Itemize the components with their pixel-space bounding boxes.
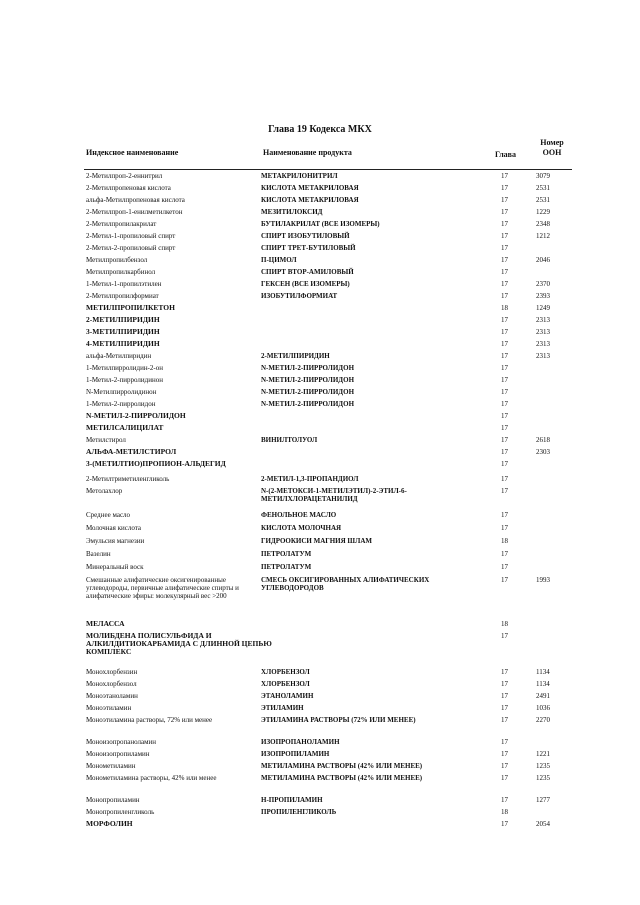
table-row — [84, 576, 574, 620]
product-name-cell: МЕЗИТИЛОКСИД — [261, 208, 323, 216]
chapter-cell: 17 — [501, 460, 508, 468]
product-name-cell: ГИДРООКИСИ МАГНИЯ ШЛАМ — [261, 537, 372, 545]
product-name-cell: ИЗОБУТИЛФОРМИАТ — [261, 292, 338, 300]
product-name-cell: СПИРТ ТРЕТ-БУТИЛОВЫЙ — [261, 244, 356, 252]
table-row — [84, 738, 574, 750]
index-name-cell: 2-Метилпроп-2-еннитрил — [86, 172, 163, 180]
chapter-cell: 17 — [501, 632, 508, 640]
product-name-cell: ФЕНОЛЬНОЕ МАСЛО — [261, 511, 337, 519]
index-name-cell: Монопропиленгликоль — [86, 808, 155, 816]
table-row — [84, 475, 574, 487]
chapter-cell: 17 — [501, 692, 508, 700]
index-name-cell: МЕТИЛПРОПИЛКЕТОН — [86, 303, 175, 312]
product-name-cell: БУТИЛАКРИЛАТ (ВСЕ ИЗОМЕРЫ) — [261, 220, 380, 228]
un-number-cell: 1134 — [536, 668, 550, 676]
index-name-cell: 1-Метил-1-пропилэтилен — [86, 280, 162, 288]
table-row — [84, 716, 574, 738]
un-number-cell: 2393 — [536, 292, 550, 300]
chapter-cell: 18 — [501, 304, 508, 312]
index-name-cell: 2-Метилтриметиленгликоль — [86, 475, 170, 483]
table-row — [84, 692, 574, 704]
chapter-cell: 17 — [501, 208, 508, 216]
chapter-cell: 17 — [501, 563, 508, 571]
table-row — [84, 256, 574, 268]
index-name-cell: Монометиламина растворы, 42% или менее — [86, 774, 217, 782]
index-name-cell: Смешанные алифатические оксигенированные углеводороды, первичные алифатические спирты и алифатические эфиры: молекулярный вес >200 — [86, 576, 239, 600]
index-name-cell: 2-Метилпропилформиат — [86, 292, 159, 300]
product-name-cell: N-МЕТИЛ-2-ПИРРОЛИДОН — [261, 376, 355, 384]
index-name-cell: МЕТИЛСАЛИЦИЛАТ — [86, 423, 164, 432]
index-name-cell: Монометиламин — [86, 762, 136, 770]
product-name-cell: СМЕСЬ ОКСИГИРОВАННЫХ АЛИФАТИЧЕСКИХ УГЛЕВОДОРОДОВ — [261, 576, 430, 592]
index-name-cell: 1-Метил-2-пирролидон — [86, 400, 156, 408]
index-name-cell: Моноизопропаноламин — [86, 738, 157, 746]
index-name-cell: Метилпропилкарбинол — [86, 268, 156, 276]
index-name-cell: 2-Метилпропилакрилат — [86, 220, 157, 228]
index-name-cell: Моноэтаноламин — [86, 692, 138, 700]
products-table — [84, 172, 574, 832]
chapter-cell: 18 — [501, 808, 508, 816]
index-name-cell: 1-Метил-2-пирролидинон — [86, 376, 163, 384]
index-name-cell: 1-Метилпирролидин-2-он — [86, 364, 163, 372]
product-name-cell: N-(2-МЕТОКСИ-1-МЕТИЛЭТИЛ)-2-ЭТИЛ-6-МЕТИЛХЛОРАЦЕТАНИЛИД — [261, 487, 407, 503]
product-name-cell: КИСЛОТА МЕТАКРИЛОВАЯ — [261, 196, 359, 204]
table-row — [84, 704, 574, 716]
chapter-cell: 17 — [501, 256, 508, 264]
table-row — [84, 196, 574, 208]
header-divider — [84, 169, 572, 170]
table-row — [84, 774, 574, 796]
product-name-cell: ИЗОПРОПИЛАМИН — [261, 750, 330, 758]
header-un-number: Номер ООН — [540, 138, 564, 157]
table-row — [84, 424, 574, 436]
index-name-cell: МОЛИБДЕНА ПОЛИСУЛЬФИДА И АЛКИЛДИТИОКАРБАМИДА С ДЛИННОЙ ЦЕПЬЮ КОМПЛЕКС — [86, 631, 272, 656]
table-row — [84, 352, 574, 364]
product-name-cell: КИСЛОТА МОЛОЧНАЯ — [261, 524, 342, 532]
chapter-cell: 17 — [501, 448, 508, 456]
chapter-cell: 17 — [501, 244, 508, 252]
chapter-cell: 17 — [501, 716, 508, 724]
chapter-cell: 17 — [501, 436, 508, 444]
product-name-cell: N-МЕТИЛ-2-ПИРРОЛИДОН — [261, 400, 355, 408]
table-row — [84, 632, 574, 668]
chapter-cell: 17 — [501, 524, 508, 532]
index-name-cell: Метилпропилбензол — [86, 256, 148, 264]
header-product-name: Наименование продукта — [263, 148, 352, 157]
chapter-cell: 17 — [501, 704, 508, 712]
chapter-cell: 17 — [501, 400, 508, 408]
index-name-cell: 2-Метилпроп-1-енилметилкетон — [86, 208, 183, 216]
product-name-cell: ХЛОРБЕНЗОЛ — [261, 680, 310, 688]
product-name-cell: Н-ПРОПИЛАМИН — [261, 796, 323, 804]
un-number-cell: 2313 — [536, 316, 550, 324]
table-row — [84, 208, 574, 220]
chapter-cell: 17 — [501, 196, 508, 204]
index-name-cell: альфа-Метилпиридин — [86, 352, 152, 360]
table-row — [84, 750, 574, 762]
un-number-cell: 2313 — [536, 328, 550, 336]
chapter-cell: 17 — [501, 232, 508, 240]
un-number-cell: 2370 — [536, 280, 550, 288]
product-name-cell: ИЗОПРОПАНОЛАМИН — [261, 738, 340, 746]
index-name-cell: Моноэтиламин — [86, 704, 132, 712]
chapter-cell: 17 — [501, 268, 508, 276]
chapter-cell: 17 — [501, 328, 508, 336]
chapter-cell: 17 — [501, 388, 508, 396]
product-name-cell: ЭТАНОЛАМИН — [261, 692, 314, 700]
chapter-cell: 17 — [501, 376, 508, 384]
chapter-cell: 17 — [501, 412, 508, 420]
index-name-cell: Вазелин — [86, 550, 111, 558]
index-name-cell: 2-Метил-1-пропиловый спирт — [86, 232, 176, 240]
product-name-cell: П-ЦИМОЛ — [261, 256, 297, 264]
un-number-cell: 1993 — [536, 576, 550, 584]
table-row — [84, 680, 574, 692]
un-number-cell: 2491 — [536, 692, 550, 700]
chapter-cell: 17 — [501, 220, 508, 228]
table-row — [84, 524, 574, 537]
product-name-cell: N-МЕТИЛ-2-ПИРРОЛИДОН — [261, 388, 355, 396]
chapter-cell: 17 — [501, 738, 508, 746]
header-chapter: Глава — [495, 150, 516, 159]
product-name-cell: КИСЛОТА МЕТАКРИЛОВАЯ — [261, 184, 359, 192]
table-row — [84, 376, 574, 388]
chapter-cell: 18 — [501, 537, 508, 545]
product-name-cell: ПРОПИЛЕНГЛИКОЛЬ — [261, 808, 337, 816]
index-name-cell: Метилстирол — [86, 436, 126, 444]
un-number-cell: 2313 — [536, 340, 550, 348]
table-row — [84, 808, 574, 820]
chapter-cell: 17 — [501, 292, 508, 300]
un-number-cell: 2270 — [536, 716, 550, 724]
table-row — [84, 280, 574, 292]
un-number-cell: 1134 — [536, 680, 550, 688]
table-row — [84, 172, 574, 184]
chapter-cell: 17 — [501, 774, 508, 782]
index-name-cell: 2-МЕТИЛПИРИДИН — [86, 315, 160, 324]
chapter-cell: 17 — [501, 487, 508, 495]
product-name-cell: ПЕТРОЛАТУМ — [261, 550, 312, 558]
page-title: Глава 19 Кодекса МКХ — [268, 124, 372, 135]
table-row — [84, 762, 574, 774]
chapter-cell: 17 — [501, 550, 508, 558]
table-row — [84, 184, 574, 196]
un-number-cell: 1229 — [536, 208, 550, 216]
index-name-cell: 3-(МЕТИЛТИО)ПРОПИОН-АЛЬДЕГИД — [86, 459, 226, 468]
index-name-cell: Молочная кислота — [86, 524, 142, 532]
chapter-cell: 17 — [501, 750, 508, 758]
chapter-cell: 17 — [501, 316, 508, 324]
un-number-cell: 1212 — [536, 232, 550, 240]
chapter-cell: 17 — [501, 511, 508, 519]
table-row — [84, 487, 574, 511]
product-name-cell: 2-МЕТИЛПИРИДИН — [261, 352, 330, 360]
index-name-cell: Монохлорбензин — [86, 668, 138, 676]
un-number-cell: 1221 — [536, 750, 550, 758]
chapter-cell: 17 — [501, 680, 508, 688]
table-row — [84, 244, 574, 256]
chapter-cell: 17 — [501, 340, 508, 348]
un-number-cell: 1249 — [536, 304, 550, 312]
index-name-cell: Моноэтиламина растворы, 72% или менее — [86, 716, 213, 724]
product-name-cell: ХЛОРБЕНЗОЛ — [261, 668, 310, 676]
index-name-cell: Метолахлор — [86, 487, 123, 495]
un-number-cell: 2054 — [536, 820, 550, 828]
table-row — [84, 340, 574, 352]
table-row — [84, 820, 574, 832]
un-number-cell: 2303 — [536, 448, 550, 456]
product-name-cell: СПИРТ ВТОР-АМИЛОВЫЙ — [261, 268, 354, 276]
index-name-cell: альфа-Метилпропеновая кислота — [86, 196, 185, 204]
table-row — [84, 796, 574, 808]
chapter-cell: 17 — [501, 668, 508, 676]
table-row — [84, 460, 574, 475]
index-name-cell: МЕЛАССА — [86, 619, 125, 628]
un-number-cell: 1277 — [536, 796, 550, 804]
index-name-cell: N-Метилпирролидинон — [86, 388, 157, 396]
chapter-cell: 17 — [501, 424, 508, 432]
chapter-cell: 17 — [501, 280, 508, 288]
chapter-cell: 17 — [501, 820, 508, 828]
product-name-cell: ВИНИЛТОЛУОЛ — [261, 436, 318, 444]
un-number-cell: 2618 — [536, 436, 550, 444]
table-row — [84, 232, 574, 244]
product-name-cell: МЕТИЛАМИНА РАСТВОРЫ (42% ИЛИ МЕНЕЕ) — [261, 774, 423, 782]
product-name-cell: ЭТИЛАМИНА РАСТВОРЫ (72% ИЛИ МЕНЕЕ) — [261, 716, 416, 724]
table-row — [84, 364, 574, 376]
chapter-cell: 17 — [501, 796, 508, 804]
index-name-cell: 2-Метил-2-пропиловый спирт — [86, 244, 176, 252]
index-name-cell: Среднее масло — [86, 511, 131, 519]
product-name-cell: ПЕТРОЛАТУМ — [261, 563, 312, 571]
product-name-cell: ЭТИЛАМИН — [261, 704, 304, 712]
index-name-cell: N-МЕТИЛ-2-ПИРРОЛИДОН — [86, 411, 186, 420]
chapter-cell: 17 — [501, 762, 508, 770]
chapter-cell: 17 — [501, 184, 508, 192]
index-name-cell: Моноизопропиламин — [86, 750, 150, 758]
index-name-cell: 2-Метилпропеновая кислота — [86, 184, 171, 192]
un-number-cell: 2531 — [536, 196, 550, 204]
chapter-cell: 17 — [501, 475, 508, 483]
index-name-cell: Монохлорбензол — [86, 680, 137, 688]
un-number-cell: 1235 — [536, 774, 550, 782]
index-name-cell: МОРФОЛИН — [86, 819, 133, 828]
un-number-cell: 2046 — [536, 256, 550, 264]
table-row — [84, 563, 574, 576]
product-name-cell: ГЕКСЕН (ВСЕ ИЗОМЕРЫ) — [261, 280, 350, 288]
index-name-cell: АЛЬФА-МЕТИЛСТИРОЛ — [86, 447, 177, 456]
product-name-cell: СПИРТ ИЗОБУТИЛОВЫЙ — [261, 232, 350, 240]
un-number-cell: 2348 — [536, 220, 550, 228]
table-row — [84, 388, 574, 400]
index-name-cell: Минеральный воск — [86, 563, 144, 571]
un-number-cell: 1235 — [536, 762, 550, 770]
chapter-cell: 17 — [501, 172, 508, 180]
index-name-cell: 3-МЕТИЛПИРИДИН — [86, 327, 160, 336]
product-name-cell: МЕТИЛАМИНА РАСТВОРЫ (42% ИЛИ МЕНЕЕ) — [261, 762, 423, 770]
un-number-cell: 1036 — [536, 704, 550, 712]
product-name-cell: МЕТАКРИЛОНИТРИЛ — [261, 172, 338, 180]
index-name-cell: 4-МЕТИЛПИРИДИН — [86, 339, 160, 348]
chapter-cell: 17 — [501, 576, 508, 584]
table-row — [84, 220, 574, 232]
product-name-cell: N-МЕТИЛ-2-ПИРРОЛИДОН — [261, 364, 355, 372]
header-index-name: Индексное наименование — [86, 148, 179, 157]
un-number-cell: 2313 — [536, 352, 550, 360]
chapter-cell: 17 — [501, 364, 508, 372]
index-name-cell: Монопропиламин — [86, 796, 140, 804]
table-row — [84, 668, 574, 680]
table-row — [84, 537, 574, 550]
product-name-cell: 2-МЕТИЛ-1,3-ПРОПАНДИОЛ — [261, 475, 359, 483]
chapter-cell: 17 — [501, 352, 508, 360]
chapter-cell: 18 — [501, 620, 508, 628]
un-number-cell: 3079 — [536, 172, 550, 180]
index-name-cell: Эмульсия магнезии — [86, 537, 145, 545]
table-row — [84, 268, 574, 280]
table-row — [84, 550, 574, 563]
un-number-cell: 2531 — [536, 184, 550, 192]
table-row — [84, 511, 574, 524]
